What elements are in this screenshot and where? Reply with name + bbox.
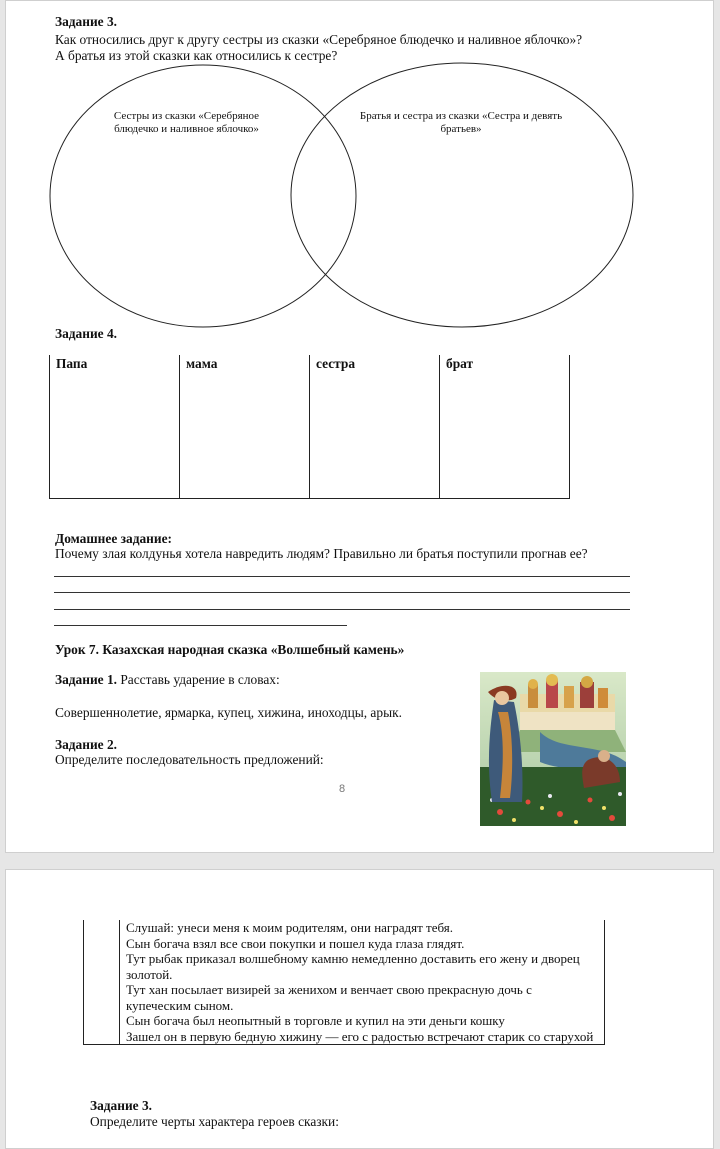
fairy-tale-illustration — [480, 672, 626, 826]
venn-right-label — [341, 110, 581, 136]
task4-title: Задание 4. — [55, 326, 117, 341]
order-cell[interactable] — [84, 1013, 120, 1029]
answer-line — [54, 576, 630, 577]
order-cell[interactable] — [84, 920, 120, 936]
page-number: 8 — [339, 783, 346, 795]
page2-task3-text: Определите черты характера героев сказки: — [90, 1114, 339, 1129]
table-row — [84, 936, 605, 952]
task1-title: Задание 1. — [55, 672, 117, 687]
venn-left-label — [94, 110, 279, 136]
homework-question: Почему злая колдунья хотела навредить людям? Правильно ли братья поступили прогнав ее? — [55, 546, 588, 561]
document-page-2 — [5, 869, 714, 1149]
task3-question-line2: А братья из этой сказки как относились к сестре? — [55, 48, 338, 63]
sentence-cell: Слушай: унеси меня к моим родителям, они наградят тебя. — [120, 920, 605, 936]
venn-right-ellipse — [291, 63, 633, 327]
table-row — [84, 1013, 605, 1029]
sequence-table — [83, 920, 605, 1045]
sentence-cell: Зашел он в первую бедную хижину — его с радостью встречают старик со старухой — [120, 1029, 605, 1045]
venn-right-label-line1: Братья и сестра из сказки «Сестра и девять — [359, 110, 563, 122]
venn-left-label-line1: Сестры из сказки «Серебряное — [113, 110, 260, 122]
task2-text: Определите последовательность предложений: — [55, 752, 324, 767]
document-page-1 — [5, 0, 714, 853]
venn-right-label-line2: братьев» — [440, 123, 482, 135]
order-cell[interactable] — [84, 951, 120, 982]
table-row — [84, 1029, 605, 1045]
sentence-cell: Сын богача взял все свои покупки и пошел куда глаза глядят. — [120, 936, 605, 952]
venn-diagram — [6, 1, 715, 341]
table-row — [84, 951, 605, 982]
family-col-mama: мама — [180, 355, 310, 499]
lesson-title: Урок 7. Казахская народная сказка «Волшебный камень» — [55, 642, 405, 657]
answer-line — [54, 625, 347, 626]
venn-left-label-line2: блюдечко и наливное яблочко» — [114, 123, 259, 135]
task3-title: Задание 3. — [55, 14, 117, 29]
order-cell[interactable] — [84, 936, 120, 952]
task3-question-line1: Как относились друг к другу сестры из сказки «Серебряное блюдечко и наливное яблочко»? — [55, 32, 583, 47]
table-row — [84, 982, 605, 1013]
answer-line — [54, 592, 630, 593]
task2-title: Задание 2. — [55, 737, 117, 752]
answer-line — [54, 609, 630, 610]
family-col-sestra: сестра — [310, 355, 440, 499]
task1-line — [55, 672, 280, 688]
sentence-cell: Тут рыбак приказал волшебному камню немедленно доставить его жену и дворец золотой. — [120, 951, 605, 982]
task1-words: Совершеннолетие, ярмарка, купец, хижина, иноходцы, арык. — [55, 705, 402, 720]
task1-text: Расставь ударение в словах: — [117, 672, 280, 687]
page2-task3-title: Задание 3. — [90, 1098, 152, 1113]
order-cell[interactable] — [84, 982, 120, 1013]
family-col-papa: Папа — [50, 355, 180, 499]
sentence-cell: Тут хан посылает визирей за женихом и венчает свою прекрасную дочь с купеческим сыном. — [120, 982, 605, 1013]
venn-left-ellipse — [50, 65, 356, 327]
sentence-cell: Сын богача был неопытный в торговле и купил на эти деньги кошку — [120, 1013, 605, 1029]
table-row — [84, 920, 605, 936]
family-table — [49, 355, 570, 499]
homework-title: Домашнее задание: — [55, 531, 173, 546]
order-cell[interactable] — [84, 1029, 120, 1045]
family-col-brat: брат — [440, 355, 570, 499]
